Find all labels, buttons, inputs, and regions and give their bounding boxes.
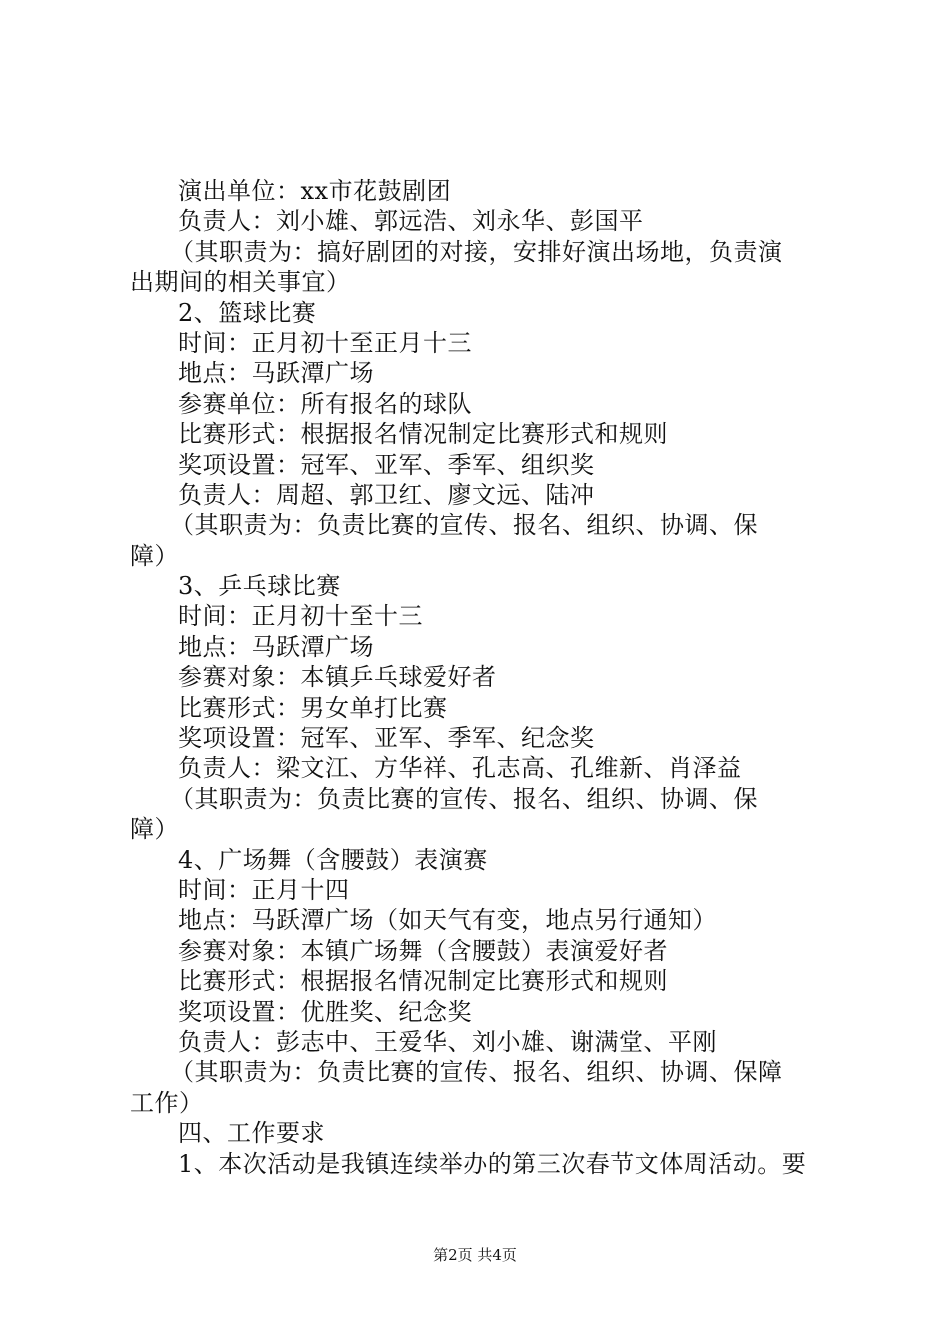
text-line: 比赛形式：根据报名情况制定比赛形式和规则 [178, 967, 668, 996]
section-heading: 四、工作要求 [178, 1119, 325, 1148]
text-line: 奖项设置：冠军、亚军、季军、纪念奖 [178, 724, 595, 753]
text-line: 1、本次活动是我镇连续举办的第三次春节文体周活动。要 [178, 1149, 807, 1178]
text-line: 地点：马跃潭广场（如天气有变，地点另行通知） [178, 906, 717, 935]
section-heading: 4、广场舞（含腰鼓）表演赛 [178, 845, 488, 874]
text-line: （其职责为：搞好剧团的对接，安排好演出场地，负责演 [170, 237, 783, 266]
text-line: 工作） [130, 1088, 204, 1117]
text-line: （其职责为：负责比赛的宣传、报名、组织、协调、保障 [170, 1058, 783, 1087]
text-line: 地点：马跃潭广场 [178, 632, 374, 661]
text-line: 奖项设置：冠军、亚军、季军、组织奖 [178, 450, 595, 479]
text-line: 演出单位：xx市花鼓剧团 [178, 177, 452, 205]
text-line: 时间：正月十四 [178, 875, 350, 904]
text-line: 参赛对象：本镇广场舞（含腰鼓）表演爱好者 [178, 936, 668, 965]
text-line: 负责人：刘小雄、郭远浩、刘永华、彭国平 [178, 207, 644, 236]
text-line: 负责人：梁文江、方华祥、孔志高、孔维新、肖泽益 [178, 754, 742, 783]
text-line: 参赛对象：本镇乒乓球爱好者 [178, 663, 497, 692]
text-line: 障） [130, 815, 179, 844]
text-line: 奖项设置：优胜奖、纪念奖 [178, 997, 472, 1026]
text-line: 比赛形式：男女单打比赛 [178, 693, 448, 722]
text-line: 时间：正月初十至十三 [178, 602, 423, 631]
page-footer: 第2页 共4页 [433, 1246, 517, 1264]
text-line: （其职责为：负责比赛的宣传、报名、组织、协调、保 [170, 511, 758, 540]
section-heading: 3、乒乓球比赛 [178, 572, 341, 601]
text-line: （其职责为：负责比赛的宣传、报名、组织、协调、保 [170, 784, 758, 813]
text-line: 比赛形式：根据报名情况制定比赛形式和规则 [178, 420, 668, 449]
section-heading: 2、篮球比赛 [178, 298, 317, 327]
text-line: 地点：马跃潭广场 [178, 359, 374, 388]
text-line: 时间：正月初十至正月十三 [178, 328, 472, 357]
text-line: 参赛单位：所有报名的球队 [178, 389, 472, 418]
text-line: 负责人：彭志中、王爱华、刘小雄、谢满堂、平刚 [178, 1027, 717, 1056]
document-body [130, 176, 830, 1179]
text-line: 负责人：周超、郭卫红、廖文远、陆冲 [178, 480, 595, 509]
text-line: 出期间的相关事宜） [130, 268, 351, 297]
text-line: 障） [130, 541, 179, 570]
